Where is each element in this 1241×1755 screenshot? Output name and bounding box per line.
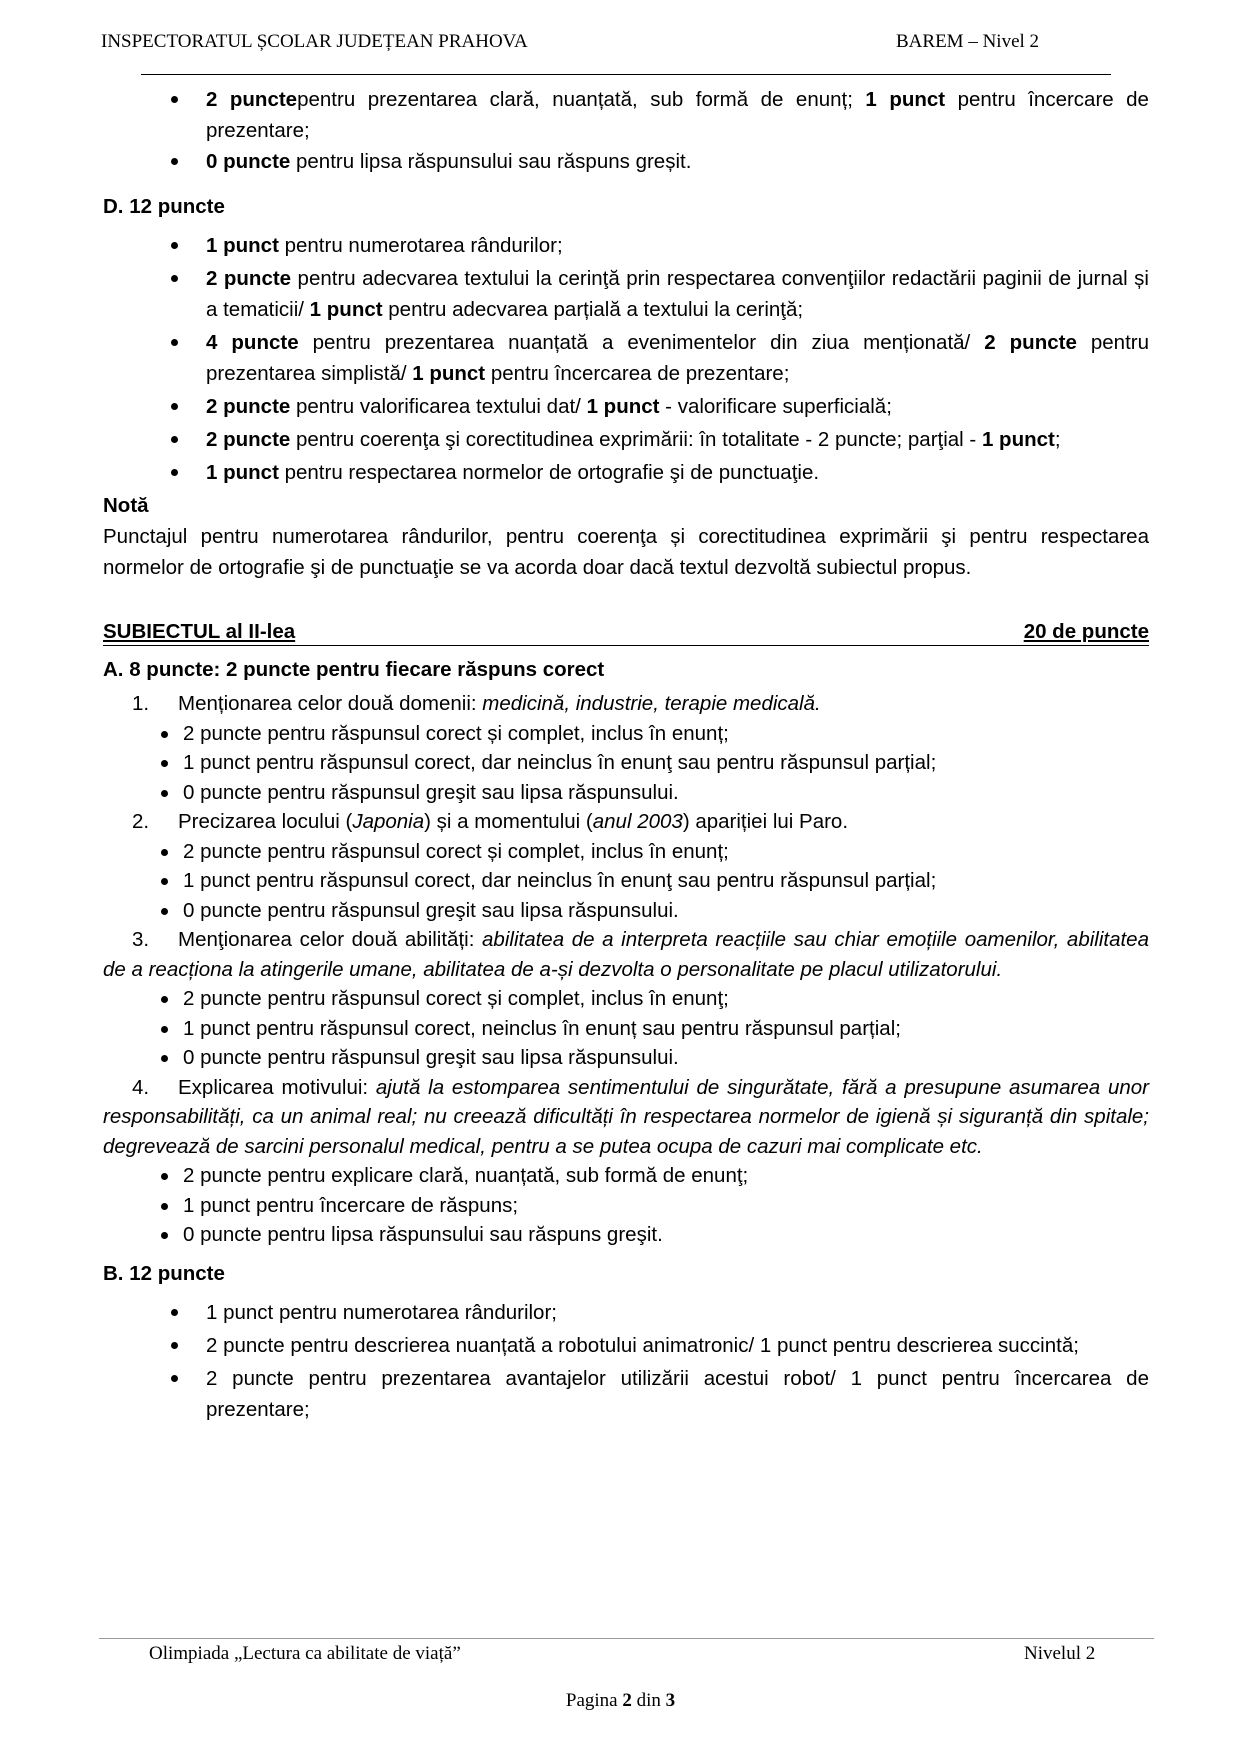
bold-text: 1 punct xyxy=(206,461,279,484)
text-run: Explicarea motivului: xyxy=(178,1075,376,1099)
text-run: pentru adecvarea parțială a textului la cerinţă; xyxy=(382,298,804,321)
bold-text: 4 puncte xyxy=(206,331,299,354)
list-item xyxy=(103,1043,1149,1073)
bullet-list xyxy=(103,1297,1149,1425)
footer-olympiad: Olimpiada „Lectura ca abilitate de viață” xyxy=(149,1643,461,1664)
item-number: 3. xyxy=(132,928,150,951)
text-run: pentru prezentarea clară, nuanțată, sub formă de enunț; xyxy=(297,88,866,111)
list-item xyxy=(103,424,1149,455)
current-page: 2 xyxy=(622,1690,632,1711)
text-run: 2 puncte pentru răspunsul corect și complet, inclus în enunţ; xyxy=(183,987,729,1010)
list-item xyxy=(103,230,1149,261)
numbered-item xyxy=(103,925,1149,984)
text-run: 2 puncte pentru răspunsul corect și complet, inclus în enunț; xyxy=(183,721,729,745)
text-run: pentru respectarea normelor de ortografie şi de punctuaţie. xyxy=(278,461,820,484)
text-run: pentru valorificarea textului dat/ xyxy=(290,395,587,418)
text-run: ) și a momentului ( xyxy=(424,810,593,833)
section-heading: Notă xyxy=(103,494,149,517)
text-run: pentru prezentarea nuanțată a evenimentelor din ziua menționată/ xyxy=(298,331,985,354)
italic-text: anul 2003 xyxy=(592,810,683,833)
text-run: 2 puncte pentru descrierea nuanțată a robotului animatronic/ 1 punct pentru descrierea succintă; xyxy=(206,1333,1079,1357)
item-number: 4. xyxy=(132,1075,150,1099)
list-item xyxy=(103,866,1149,896)
bold-text: 2 puncte xyxy=(206,267,292,290)
footer-divider xyxy=(99,1638,1154,1639)
bullet-list xyxy=(103,719,1149,808)
section-heading: A. 8 puncte: 2 puncte pentru fiecare răspuns corect xyxy=(103,658,605,681)
bold-text: 1 punct xyxy=(586,395,660,418)
bullet-list xyxy=(103,1161,1149,1250)
text-run: - valorificare superficială; xyxy=(659,395,892,418)
numbered-item xyxy=(103,1073,1149,1162)
list-item xyxy=(103,984,1149,1014)
numbered-item xyxy=(103,689,1149,719)
list-item xyxy=(103,457,1149,488)
bold-text: 0 puncte xyxy=(206,150,291,173)
page-of: din xyxy=(631,1690,666,1711)
list-item xyxy=(103,84,1149,146)
text-run: pentru numerotarea rândurilor; xyxy=(278,234,563,257)
document-body xyxy=(103,84,1149,1427)
text-run: 2 puncte pentru prezentarea avantajelor utilizării acestui robot/ 1 punct pentru încercarea de prezentare; xyxy=(206,1366,1149,1421)
text-run: Punctajul pentru numerotarea rândurilor, pentru coerenţa și corectitudinea exprimării şi pentru respectarea normelor de ortografie şi de punctuaţie se va acorda doar dacă textul dezvoltă subiectul propus. xyxy=(103,525,1149,579)
bold-text: 2 puncte xyxy=(206,395,291,418)
text-run: 0 puncte pentru lipsa răspunsului sau răspuns greşit. xyxy=(183,1223,663,1246)
list-item xyxy=(103,1330,1149,1361)
text-run: 1 punct pentru răspunsul corect, neinclus în enunț sau pentru răspunsul parțial; xyxy=(183,1016,901,1040)
subject-heading xyxy=(103,619,1149,646)
text-run: ; xyxy=(1054,428,1061,451)
italic-text: abilitatea de a interpreta reacțiile sau chiar emoțiile oamenilor, abilitatea de a reacționa la atingerile umane, abilitatea de a-și dezvolta o personalitate pe placul utilizatorului. xyxy=(103,928,1149,981)
subject-title: SUBIECTUL al II-lea xyxy=(103,620,296,643)
section-heading: B. 12 puncte xyxy=(103,1261,225,1285)
list-item xyxy=(103,896,1149,926)
list-item xyxy=(103,1297,1149,1328)
list-item xyxy=(103,1220,1149,1250)
bold-text: 2 puncte xyxy=(206,88,298,111)
text-run: 2 puncte pentru explicare clară, nuanțată, sub formă de enunţ; xyxy=(183,1164,749,1187)
note-paragraph xyxy=(103,521,1149,583)
footer-level: Nivelul 2 xyxy=(1024,1643,1096,1664)
total-pages: 3 xyxy=(665,1690,676,1711)
text-run: pentru prezentarea simplistă/ xyxy=(206,331,1149,385)
italic-text: ajută la estomparea sentimentului de singurătate, fără a presupune asumarea unor responsabilități, ca un animal real; nu creează dificultăți în respectarea normelor de igienă și siguranță din spitale; degrevează de sarcini personalul medical, pentru a se putea ocupa de cazuri mai complicate etc. xyxy=(103,1075,1149,1158)
list-item xyxy=(103,391,1149,422)
header-institution: INSPECTORATUL ȘCOLAR JUDEȚEAN PRAHOVA xyxy=(101,31,528,52)
subject-points: 20 de puncte xyxy=(1023,620,1149,643)
section-heading: D. 12 puncte xyxy=(103,195,225,218)
header-divider xyxy=(141,74,1111,75)
page-number xyxy=(0,1690,1241,1712)
item-number: 2. xyxy=(132,810,150,833)
text-run: 0 puncte pentru răspunsul greşit sau lipsa răspunsului. xyxy=(183,898,679,922)
list-item xyxy=(103,1363,1149,1425)
header-doc-type: BAREM – Nivel 2 xyxy=(896,31,1040,52)
text-run: 0 puncte pentru răspunsul greşit sau lipsa răspunsului. xyxy=(183,780,679,804)
text-run: pentru încercarea de prezentare; xyxy=(485,362,790,385)
text-run: 1 punct pentru numerotarea rândurilor; xyxy=(206,1300,557,1324)
text-run: 1 punct pentru răspunsul corect, dar neinclus în enunţ sau pentru răspunsul parțial; xyxy=(183,869,937,892)
bold-text: 1 punct xyxy=(412,362,486,385)
bullet-list xyxy=(103,984,1149,1073)
text-run: Precizarea locului ( xyxy=(178,810,353,833)
numbered-item xyxy=(103,807,1149,837)
text-run: pentru încercare de prezentare; xyxy=(206,88,1149,142)
list-item xyxy=(103,263,1149,325)
list-item xyxy=(103,1014,1149,1044)
bullet-list xyxy=(103,84,1149,177)
bold-text: 2 puncte xyxy=(984,331,1077,354)
text-run: ) apariției lui Paro. xyxy=(682,810,849,833)
text-run: 1 punct pentru încercare de răspuns; xyxy=(183,1193,519,1217)
text-run: Menţionarea celor două abilități: xyxy=(178,928,483,951)
bullet-list xyxy=(103,230,1149,488)
text-run: 0 puncte pentru răspunsul greşit sau lipsa răspunsului. xyxy=(183,1046,679,1069)
bullet-list xyxy=(103,837,1149,926)
list-item xyxy=(103,1161,1149,1191)
italic-text: medicină, industrie, terapie medicală. xyxy=(482,692,821,715)
list-item xyxy=(103,1191,1149,1221)
bold-text: 1 punct xyxy=(981,428,1055,451)
bold-text: 1 punct xyxy=(865,88,946,111)
text-run: Menționarea celor două domenii: xyxy=(178,692,483,715)
text-run: 2 puncte pentru răspunsul corect și complet, inclus în enunț; xyxy=(183,839,729,863)
page-label: Pagina xyxy=(565,1690,623,1711)
list-item xyxy=(103,327,1149,389)
list-item xyxy=(103,748,1149,778)
bold-text: 2 puncte xyxy=(206,428,291,451)
text-run: pentru adecvarea textului la cerinţă prin respectarea convenţiilor redactării paginii de jurnal și a tematicii/ xyxy=(206,267,1149,321)
list-item xyxy=(103,719,1149,749)
italic-text: Japonia xyxy=(352,810,425,833)
list-item xyxy=(103,778,1149,808)
item-number: 1. xyxy=(132,692,150,715)
bold-text: 1 punct xyxy=(206,234,279,257)
text-run: pentru coerenţa şi corectitudinea exprimării: în totalitate - 2 puncte; parţial - xyxy=(290,428,982,451)
bold-text: 1 punct xyxy=(309,298,383,321)
list-item xyxy=(103,146,1149,177)
text-run: 1 punct pentru răspunsul corect, dar neinclus în enunţ sau pentru răspunsul parțial; xyxy=(183,751,937,774)
list-item xyxy=(103,837,1149,867)
text-run: pentru lipsa răspunsului sau răspuns greșit. xyxy=(290,150,692,173)
